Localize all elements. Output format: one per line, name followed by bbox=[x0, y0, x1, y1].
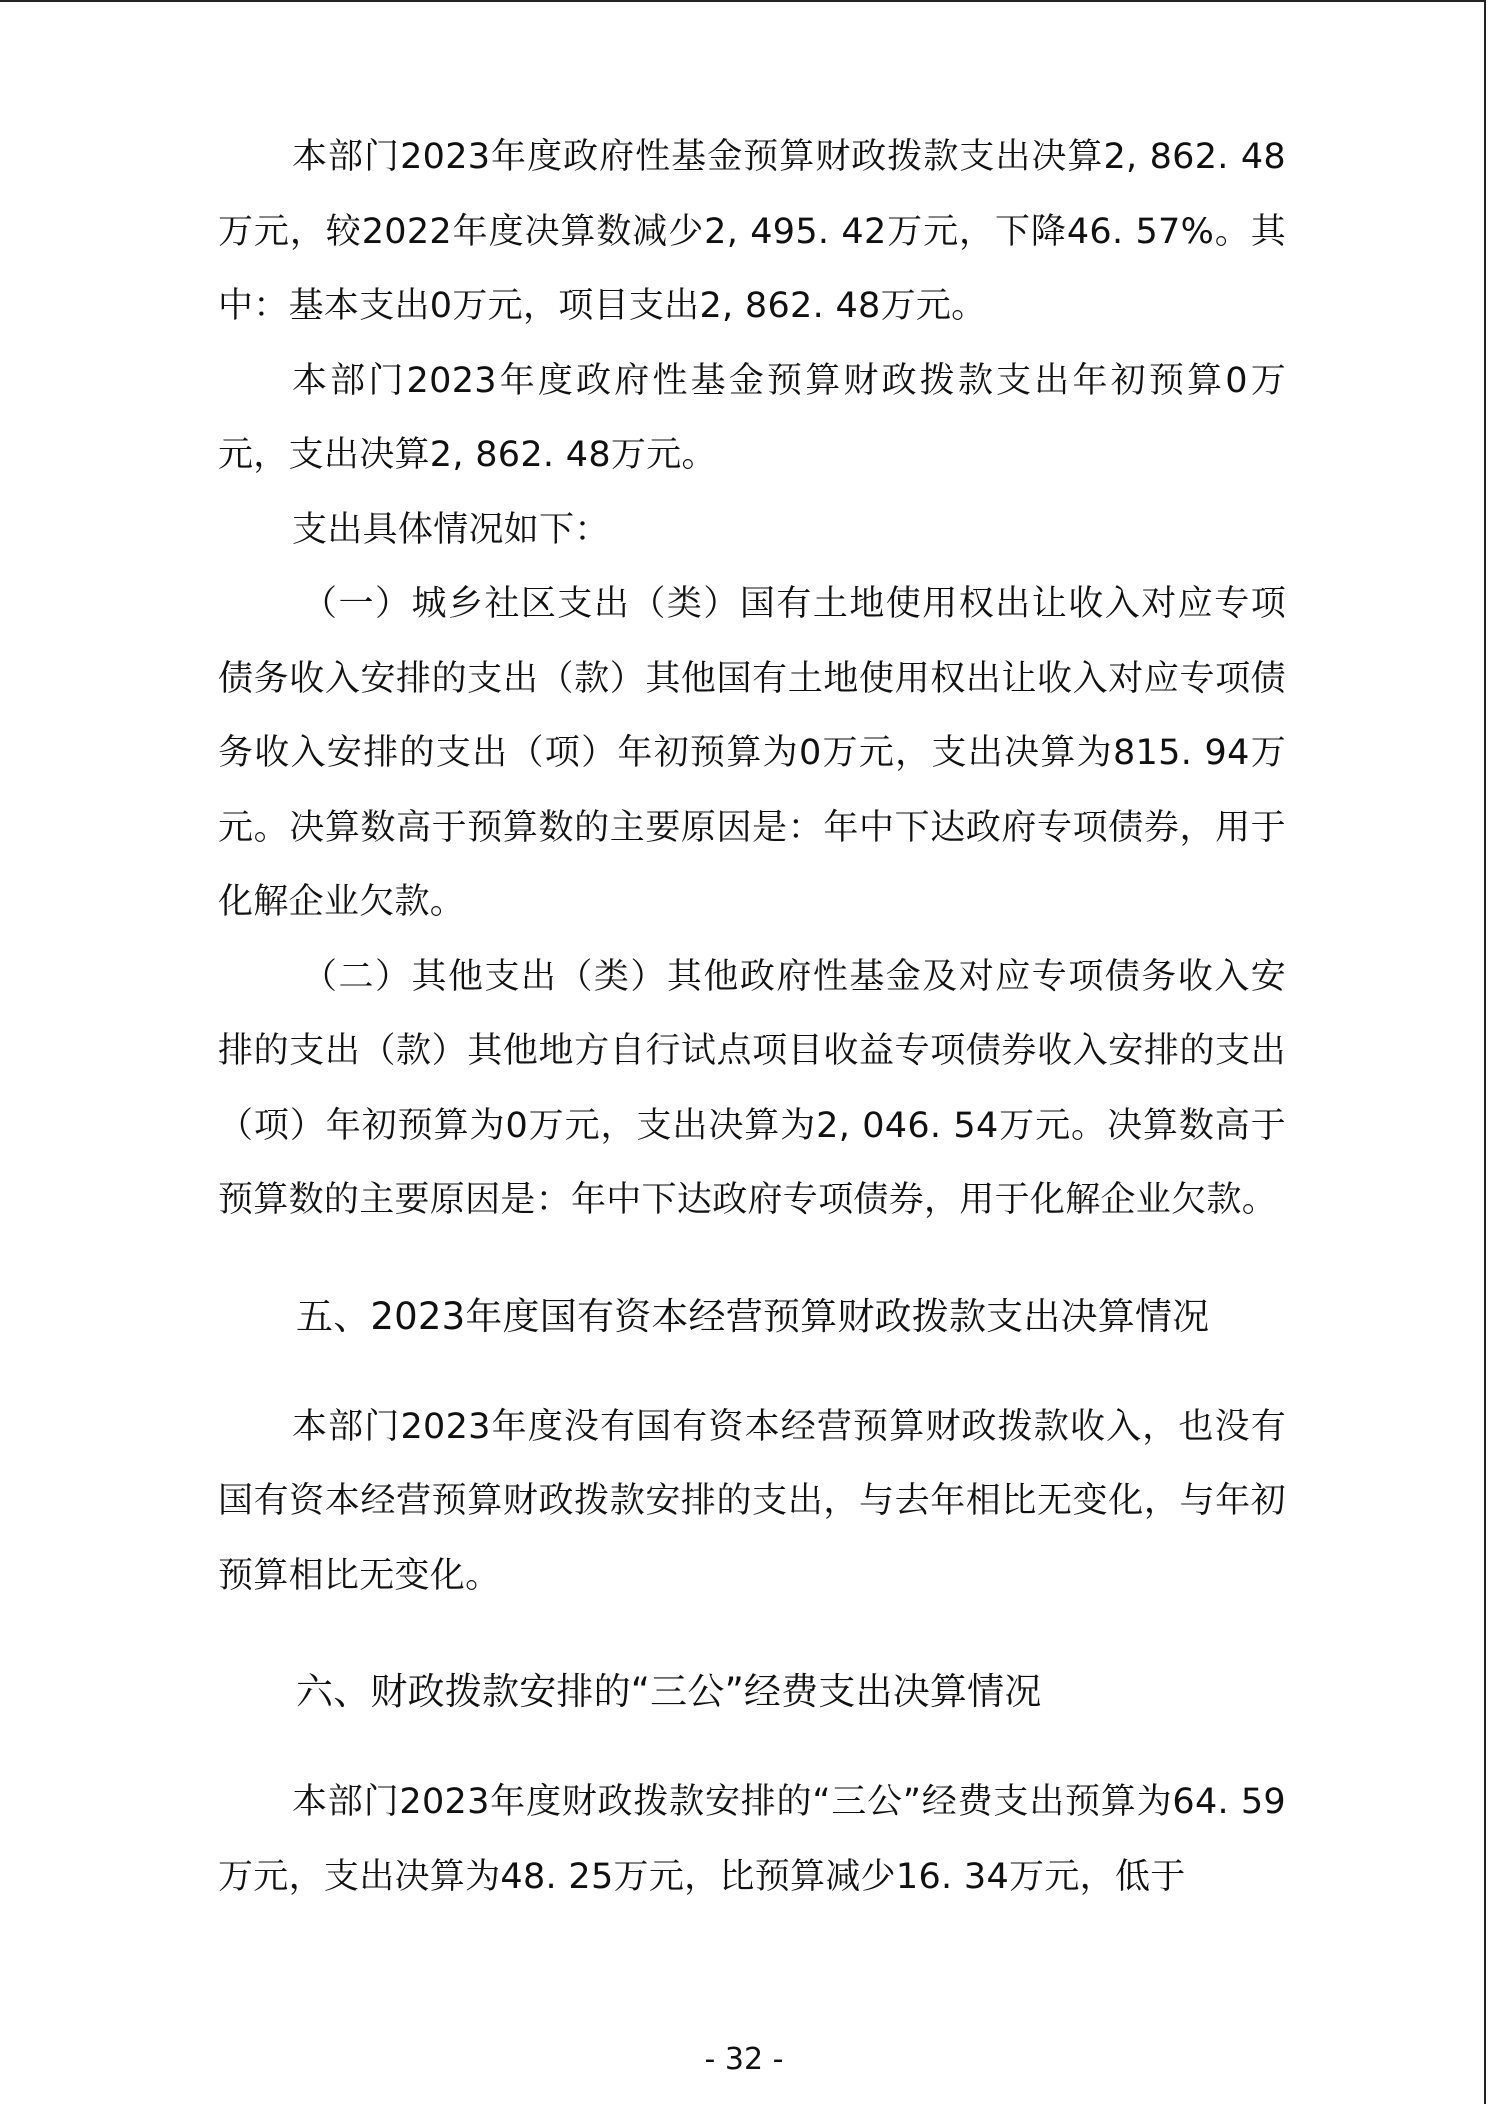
spacer bbox=[218, 1729, 1286, 1765]
spacer bbox=[218, 1613, 1286, 1655]
spacer bbox=[218, 1238, 1286, 1280]
paragraph-three-public-expenses: 本部门2023年度财政拨款安排的“三公”经费支出预算为64. 59万元，支出决算为48. 25万元，比预算减少16. 34万元，低于 bbox=[218, 1782, 1286, 1897]
section-heading-five: 五、2023年度国有资本经营预算财政拨款支出决算情况 bbox=[296, 1294, 1210, 1338]
section-heading-six: 六、财政拨款安排的“三公”经费支出决算情况 bbox=[296, 1670, 1042, 1713]
page-number: - 32 - bbox=[704, 2042, 784, 2077]
document-body bbox=[218, 120, 1286, 1914]
paragraph-gov-fund-budget: 本部门2023年度政府性基金预算财政拨款支出年初预算0万元，支出决算2, 862. 48万元。 bbox=[218, 360, 1286, 475]
paragraph-details-intro: 支出具体情况如下： bbox=[292, 509, 610, 550]
paragraph-state-capital: 本部门2023年度没有国有资本经营预算财政拨款收入，也没有国有资本经营预算财政拨款安排的支出，与去年相比无变化，与年初预算相比无变化。 bbox=[218, 1406, 1286, 1596]
paragraph-item-one: （一）城乡社区支出（类）国有土地使用权出让收入对应专项债务收入安排的支出（款）其他国有土地使用权出让收入对应专项债务收入安排的支出（项）年初预算为0万元，支出决算为815. 94万元。决算数高于预算数的主要原因是：年中下达政府专项债券，用于化解企业欠款。 bbox=[218, 584, 1286, 922]
paragraph-gov-fund-total: 本部门2023年度政府性基金预算财政拨款支出决算2, 862. 48万元，较2022年度决算数减少2, 495. 42万元，下降46. 57%。其中：基本支出0万元，项目支出2, 862. 48万元。 bbox=[218, 137, 1286, 326]
paragraph-item-two: （二）其他支出（类）其他政府性基金及对应专项债务收入安排的支出（款）其他地方自行试点项目收益专项债券收入安排的支出（项）年初预算为0万元，支出决算为2, 046. 54万元。决算数高于预算数的主要原因是：年中下达政府专项债券，用于化解企业欠款。 bbox=[218, 956, 1286, 1220]
spacer bbox=[218, 1354, 1286, 1390]
